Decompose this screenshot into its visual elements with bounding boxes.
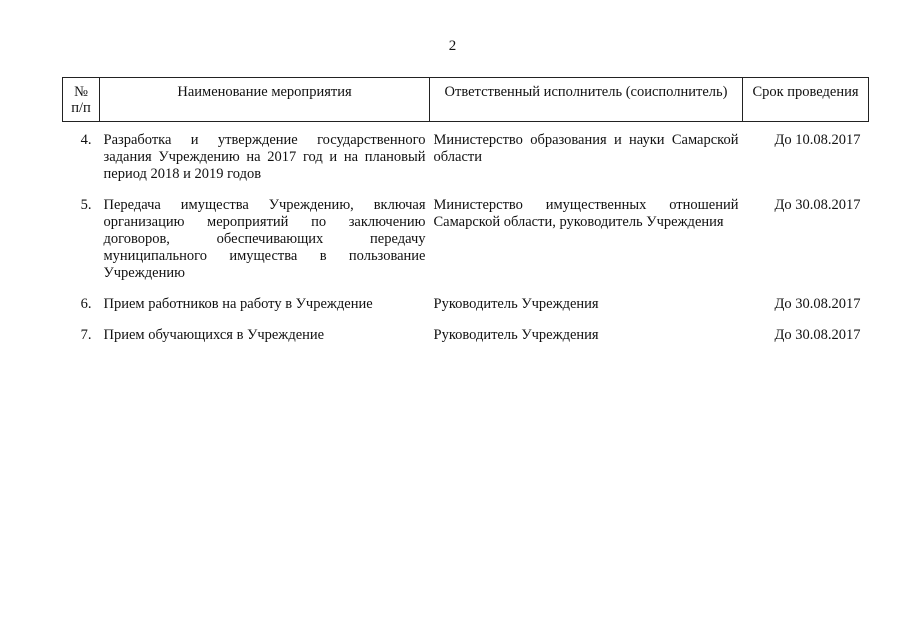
row-responsible: Министерство образования и науки Самарской области — [433, 132, 739, 165]
row-event-name: Разработка и утверждение государственного задания Учреждению на 2017 год и на плановый период 2018 и 2019 годов — [103, 132, 426, 182]
page-number: 2 — [448, 38, 457, 54]
row-deadline: До 10.08.2017 — [774, 132, 861, 148]
row-number: 5. — [80, 197, 92, 213]
table-row — [63, 187, 869, 286]
header-number: № п/п — [63, 78, 100, 122]
events-table — [62, 77, 869, 348]
row-deadline: До 30.08.2017 — [774, 296, 861, 312]
row-event-name: Передача имущества Учреждению, включая организацию мероприятий по заключению договоров, обеспечивающих передачу муниципального имущества в пользование Учреждению — [103, 197, 426, 281]
row-responsible: Руководитель Учреждения — [433, 327, 599, 343]
table-row — [63, 122, 869, 188]
header-deadline: Срок проведения — [743, 78, 869, 122]
row-number: 7. — [80, 327, 92, 343]
table-header-row — [63, 78, 869, 122]
row-number: 4. — [80, 132, 92, 148]
row-event-name: Прием работников на работу в Учреждение — [103, 296, 373, 312]
row-responsible: Руководитель Учреждения — [433, 296, 599, 312]
row-number: 6. — [80, 296, 92, 312]
row-event-name: Прием обучающихся в Учреждение — [103, 327, 325, 343]
header-responsible: Ответственный исполнитель (соисполнитель) — [430, 78, 743, 122]
row-responsible: Министерство имущественных отношений Самарской области, руководитель Учреждения — [433, 197, 739, 230]
header-event-name: Наименование мероприятия — [100, 78, 430, 122]
table-row — [63, 286, 869, 317]
row-deadline: До 30.08.2017 — [774, 197, 861, 213]
row-deadline: До 30.08.2017 — [774, 327, 861, 343]
table-row — [63, 317, 869, 348]
